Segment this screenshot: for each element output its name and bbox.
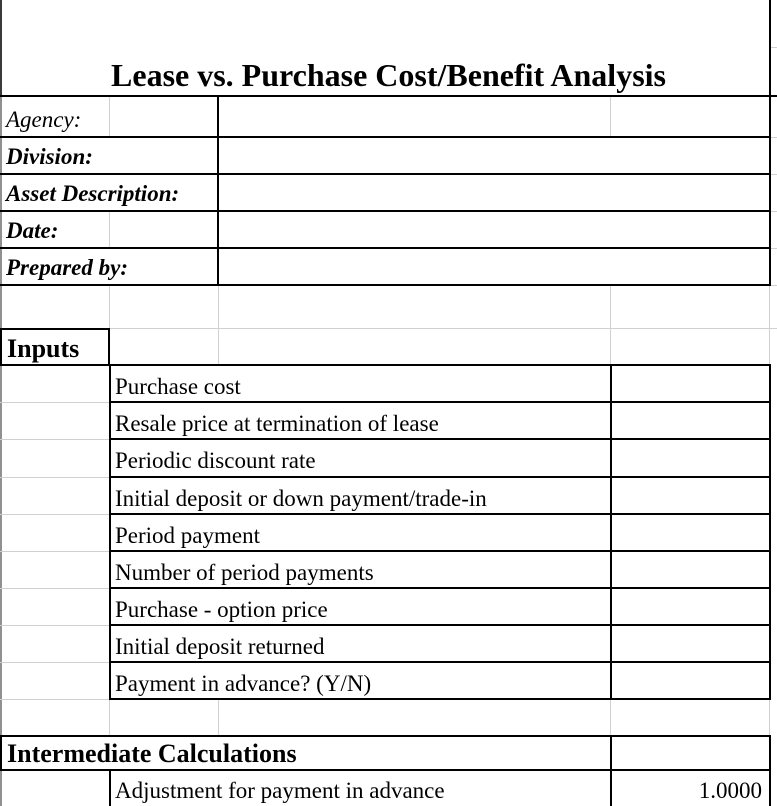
page-title-text: Lease vs. Purchase Cost/Benefit Analysis	[111, 57, 666, 94]
input-value-cell-resale-price[interactable]	[612, 403, 769, 438]
date-entry-cell[interactable]	[219, 212, 769, 247]
input-row-label-discount-rate: Periodic discount rate	[115, 447, 316, 473]
asset-description-entry-cell[interactable]	[219, 175, 769, 210]
intermediate-row-label-adjustment: Adjustment for payment in advance	[115, 777, 445, 803]
input-row-label-resale-price: Resale price at termination of lease	[115, 410, 439, 436]
input-value-cell-deposit-returned[interactable]	[612, 626, 769, 661]
form-label-asset-description: Asset Description:	[6, 180, 180, 206]
input-value-cell-period-payment[interactable]	[612, 515, 769, 550]
input-value-cell-initial-deposit[interactable]	[612, 478, 769, 513]
input-row-label-purchase-option-price: Purchase - option price	[115, 596, 328, 622]
input-row-label-deposit-returned: Initial deposit returned	[115, 633, 325, 659]
division-entry-cell[interactable]	[219, 138, 769, 173]
form-label-date: Date:	[6, 217, 59, 243]
input-value-cell-purchase-option-price[interactable]	[612, 589, 769, 624]
form-label-agency: Agency:	[6, 106, 82, 132]
input-value-cell-number-of-payments[interactable]	[612, 552, 769, 587]
input-value-cell-purchase-cost[interactable]	[612, 366, 769, 401]
input-value-cell-discount-rate[interactable]	[612, 440, 769, 475]
sheet-right-border	[769, 0, 771, 286]
input-value-cell-payment-in-advance[interactable]	[612, 663, 769, 698]
input-row-label-purchase-cost: Purchase cost	[115, 373, 241, 399]
intermediate-section-header: Intermediate Calculations	[7, 738, 297, 768]
input-row-label-payment-in-advance: Payment in advance? (Y/N)	[115, 670, 372, 696]
inputs-section-header: Inputs	[7, 333, 80, 363]
form-label-division: Division:	[6, 143, 93, 169]
form-label-prepared-by: Prepared by:	[6, 254, 128, 280]
intermediate-row-value-adjustment[interactable]: 1.0000	[698, 777, 762, 803]
input-row-label-number-of-payments: Number of period payments	[115, 559, 374, 585]
input-row-label-period-payment: Period payment	[115, 522, 260, 548]
input-row-label-initial-deposit: Initial deposit or down payment/trade-in	[115, 485, 487, 511]
agency-entry-cell[interactable]	[219, 96, 769, 136]
prepared-by-entry-cell[interactable]	[219, 249, 769, 284]
page-title	[0, 47, 777, 94]
